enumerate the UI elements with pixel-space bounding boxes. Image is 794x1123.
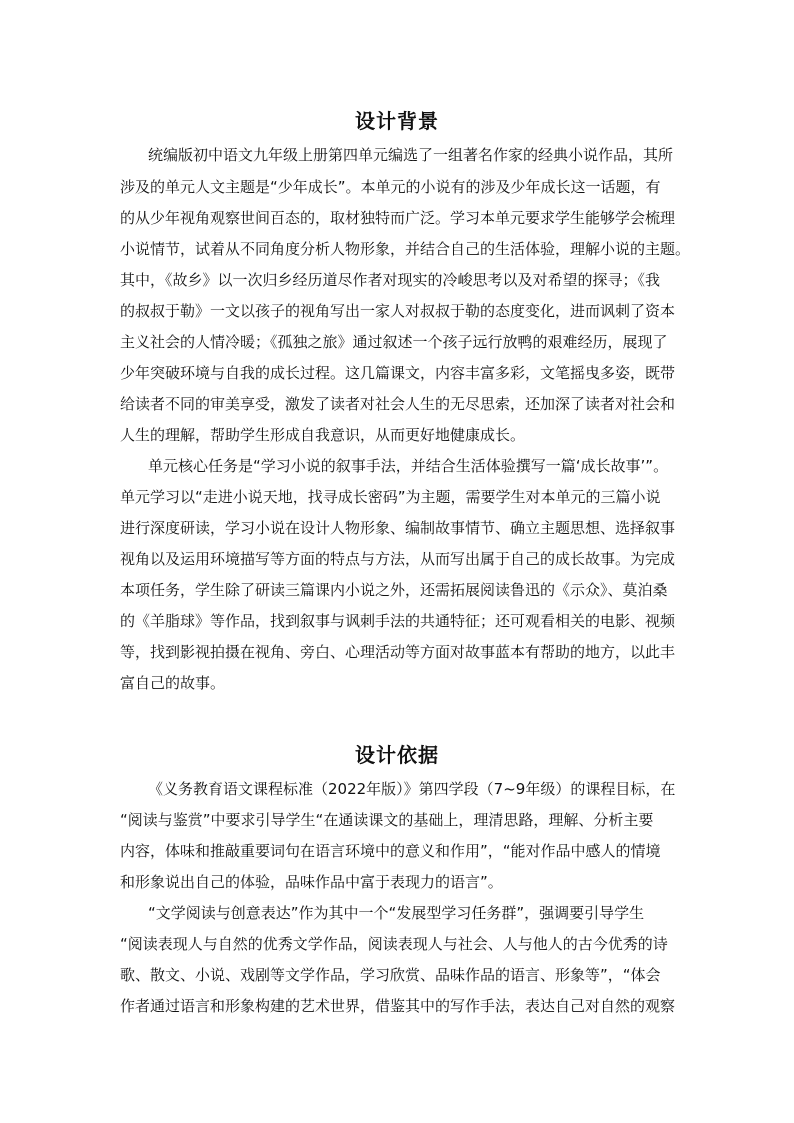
paragraph-line: 进行深度研读，学习小说在设计人物形象、编制故事情节、确立主题思想、选择叙事 xyxy=(120,519,676,537)
paragraph-line: 统编版初中语文九年级上册第四单元编选了一组著名作家的经典小说作品，其所 xyxy=(148,146,674,164)
paragraph-line: 的《羊脂球》等作品，找到叙事与讽刺手法的共通特征；还可观看相关的电影、视频 xyxy=(120,612,676,630)
section-title-basis: 设计依据 xyxy=(355,743,439,767)
paragraph-line: 富自己的故事。 xyxy=(120,674,226,692)
section-title-background: 设计背景 xyxy=(355,109,439,133)
paragraph-line: 小说情节，试着从不同角度分析人物形象，并结合自己的生活体验，理解小说的主题。 xyxy=(120,240,691,258)
paragraph-line: 的从少年视角观察世间百态的，取材独特而广泛。学习本单元要求学生能够学会梳理 xyxy=(120,209,676,227)
paragraph-line: 本项任务，学生除了研读三篇课内小说之外，还需拓展阅读鲁迅的《示众》、莫泊桑 xyxy=(120,581,668,599)
paragraph-line: 给读者不同的审美享受，激发了读者对社会人生的无尽思索，还加深了读者对社会和 xyxy=(120,395,676,413)
paragraph-line: 单元核心任务是“学习小说的叙事手法，并结合生活体验撰写一篇‘成长故事’”。 xyxy=(148,457,669,475)
paragraph-line: 涉及的单元人文主题是“少年成长”。本单元的小说有的涉及少年成长这一话题，有 xyxy=(120,178,661,196)
paragraph-line: 歌、散文、小说、戏剧等文学作品，学习欣赏、品味作品的语言、形象等”，“体会 xyxy=(120,966,661,984)
paragraph-line: “阅读与鉴赏”中要求引导学生“在通读课文的基础上，理清思路，理解、分析主要 xyxy=(120,811,654,829)
paragraph-line: 主义社会的人情冷暖；《孤独之旅》通过叙述一个孩子远行放鸭的艰难经历，展现了 xyxy=(120,333,668,351)
paragraph-line: 少年突破环境与自我的成长过程。这几篇课文，内容丰富多彩，文笔摇曳多姿，既带 xyxy=(120,364,676,382)
paragraph-line: 《义务教育语文课程标准（2022年版）》第四学段（7~9年级）的课程目标，在 xyxy=(148,780,676,798)
paragraph-line: 其中，《故乡》以一次归乡经历道尽作者对现实的冷峻思考以及对希望的探寻；《我 xyxy=(120,271,661,289)
paragraph-line: 等，找到影视拍摄在视角、旁白、心理活动等方面对故事蓝本有帮助的地方，以此丰 xyxy=(120,643,676,661)
paragraph-line: “文学阅读与创意表达”作为其中一个“发展型学习任务群”，强调要引导学生 xyxy=(148,904,645,922)
paragraph-line: 的叔叔于勒》一文以孩子的视角写出一家人对叔叔于勒的态度变化，进而讽刺了资本 xyxy=(120,302,676,320)
paragraph-line: 内容，体味和推敲重要词句在语言环境中的意义和作用”，“能对作品中感人的情境 xyxy=(120,842,661,860)
paragraph-line: 作者通过语言和形象构建的艺术世界，借鉴其中的写作手法，表达自己对自然的观察 xyxy=(120,997,676,1015)
paragraph-line: 单元学习以“走进小说天地，找寻成长密码”为主题，需要学生对本单元的三篇小说 xyxy=(120,488,661,506)
paragraph-line: 和形象说出自己的体验，品味作品中富于表现力的语言”。 xyxy=(120,873,503,891)
paragraph-line: 人生的理解，帮助学生形成自我意识，从而更好地健康成长。 xyxy=(120,426,526,444)
paragraph-line: “阅读表现人与自然的优秀文学作品，阅读表现人与社会、人与他人的古今优秀的诗 xyxy=(120,935,668,953)
paragraph-line: 视角以及运用环境描写等方面的特点与方法，从而写出属于自己的成长故事。为完成 xyxy=(120,550,676,568)
